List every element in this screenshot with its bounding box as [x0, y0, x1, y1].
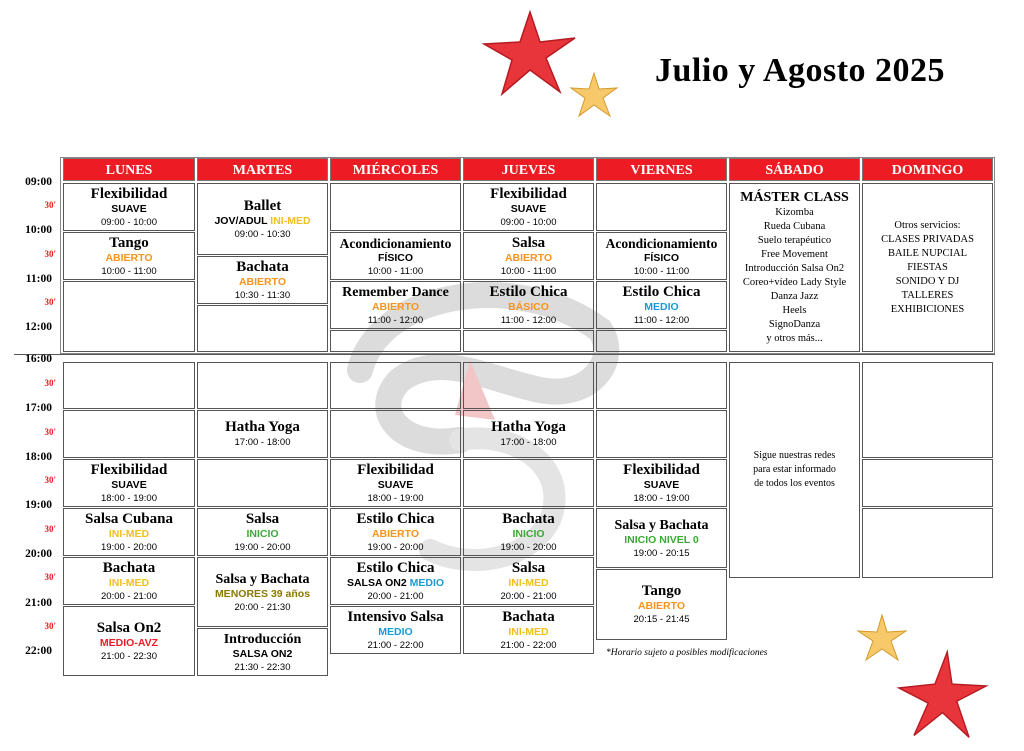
class-name: Flexibilidad [90, 185, 168, 202]
class-level: ABIERTO [504, 251, 553, 264]
empty-slot [330, 362, 461, 409]
half-hour-label: 30' [44, 475, 56, 485]
empty-slot [197, 362, 328, 409]
class-level: ABIERTO [637, 600, 686, 612]
class-name: Salsa On2 [96, 619, 162, 636]
class-name: Bachata [236, 258, 289, 275]
master-class-item: y otros más... [766, 333, 823, 344]
class-level: INICIO NIVEL 0 [624, 533, 699, 546]
time-label: 21:00 [25, 597, 52, 609]
class-name: Acondicionamiento [339, 235, 452, 251]
class-level: ABIERTO [105, 251, 153, 264]
half-hour-label: 30' [44, 249, 56, 259]
services-item: SONIDO Y DJ [895, 275, 960, 287]
class-name: Hatha Yoga [225, 419, 300, 435]
class-time: 18:00 - 19:00 [633, 492, 690, 504]
class-level: SUAVE [643, 478, 680, 491]
services-item: CLASES PRIVADAS [881, 233, 974, 245]
empty-slot [197, 305, 328, 352]
header-sabado: SÁBADO [729, 158, 860, 181]
class-name: Bachata [102, 559, 156, 576]
class-block [330, 508, 461, 556]
empty-slot [63, 410, 195, 458]
class-name: Salsa y Bachata [215, 571, 310, 587]
class-block [463, 281, 594, 329]
level-age: JOV/ADUL [214, 214, 268, 227]
class-name: Bachata [502, 608, 555, 625]
half-hour-label: 30' [44, 297, 56, 307]
time-label: 09:00 [25, 176, 52, 188]
class-level: INI-MED [508, 576, 549, 589]
half-hour-label: 30' [44, 200, 56, 210]
services-item: EXHIBICIONES [890, 303, 965, 315]
class-block [463, 606, 594, 654]
empty-slot [330, 330, 461, 352]
empty-slot [330, 410, 461, 458]
empty-slot [596, 410, 727, 458]
empty-slot [463, 459, 594, 507]
class-time: 18:00 - 19:00 [367, 492, 424, 504]
class-name: Tango [109, 234, 149, 251]
half-hour-label: 30' [44, 378, 56, 388]
empty-slot [463, 362, 594, 409]
services-item: FIESTAS [907, 261, 948, 273]
class-level: MEDIO-AVZ [99, 636, 159, 649]
divider [14, 354, 995, 355]
services-item: Otros servicios: [894, 219, 961, 231]
class-level: SUAVE [377, 478, 414, 491]
empty-slot [63, 281, 195, 352]
class-time: 09:00 - 10:00 [500, 216, 557, 228]
class-block [330, 281, 461, 329]
class-block [330, 459, 461, 507]
time-label: 20:00 [25, 548, 52, 560]
class-name: Estilo Chica [356, 510, 435, 527]
header-domingo: DOMINGO [862, 158, 993, 181]
class-name: Flexibilidad [357, 461, 434, 478]
class-name: Intensivo Salsa [347, 608, 444, 625]
class-block [63, 183, 195, 231]
time-label: 11:00 [25, 273, 52, 285]
class-block [197, 628, 328, 676]
footnote: *Horario sujeto a posibles modificaciones [606, 648, 768, 658]
class-time: 18:00 - 19:00 [101, 492, 157, 504]
class-time: 21:00 - 22:00 [500, 639, 557, 651]
level-skill: MEDIO [409, 576, 445, 589]
empty-slot [596, 362, 727, 409]
class-time: 19:00 - 20:00 [367, 541, 424, 553]
class-level: MEDIO [378, 625, 413, 638]
master-class-item: Danza Jazz [770, 291, 819, 302]
level-skill: INI-MED [270, 214, 311, 227]
class-name: Salsa [245, 510, 280, 527]
class-level: BÁSICO [508, 300, 549, 313]
class-time: 09:00 - 10:00 [101, 216, 157, 228]
class-time: 17:00 - 18:00 [234, 437, 291, 448]
class-block [63, 232, 195, 280]
header-viernes: VIERNES [596, 158, 727, 181]
social-text: de todos los eventos [754, 478, 835, 489]
class-block [197, 256, 328, 304]
half-hour-label: 30' [44, 427, 56, 437]
half-hour-label: 30' [44, 572, 56, 582]
master-class-item: Rueda Cubana [763, 221, 826, 232]
empty-slot [862, 508, 993, 578]
half-hour-label: 30' [44, 621, 56, 631]
empty-slot [330, 183, 461, 231]
class-time: 20:00 - 21:00 [500, 590, 557, 602]
class-name: Tango [641, 583, 682, 599]
class-time: 17:00 - 18:00 [500, 437, 557, 448]
time-label: 10:00 [25, 224, 52, 236]
class-block [463, 232, 594, 280]
class-name: Flexibilidad [90, 461, 168, 478]
services-block [862, 183, 993, 352]
class-level: SUAVE [111, 478, 147, 491]
class-level: ABIERTO [238, 275, 287, 288]
master-class-block [729, 183, 860, 352]
social-text: para estar informado [753, 464, 836, 475]
class-level: MENORES 39 años [214, 587, 311, 600]
class-time: 11:00 - 12:00 [367, 314, 424, 326]
class-name: Estilo Chica [356, 559, 435, 576]
class-level: SALSA ON2 [232, 647, 293, 660]
header-martes: MARTES [197, 158, 328, 181]
class-block [63, 508, 195, 556]
class-block [197, 557, 328, 627]
time-label: 22:00 [25, 645, 52, 657]
empty-slot [596, 183, 727, 231]
class-time: 21:00 - 22:30 [101, 650, 157, 662]
master-class-item: Heels [782, 305, 807, 316]
class-block [596, 232, 727, 280]
class-level: ABIERTO [371, 527, 420, 540]
class-time: 10:30 - 11:30 [234, 289, 291, 301]
time-label: 17:00 [25, 402, 52, 414]
class-name: Estilo Chica [622, 283, 701, 300]
class-level: INI-MED [508, 625, 549, 638]
time-label: 18:00 [25, 451, 52, 463]
class-name: Salsa Cubana [85, 510, 173, 527]
class-level [214, 215, 310, 228]
class-level: FÍSICO [643, 251, 679, 264]
master-class-item: SignoDanza [768, 319, 821, 330]
time-label: 12:00 [25, 321, 52, 333]
class-time: 10:00 - 11:00 [101, 265, 157, 277]
class-time: 10:00 - 11:00 [500, 265, 557, 277]
master-class-item: Introducción Salsa On2 [744, 263, 845, 274]
services-item: BAILE NUPCIAL [887, 247, 968, 259]
master-class-item: Kizomba [775, 207, 814, 218]
class-block [330, 557, 461, 605]
class-block [596, 508, 727, 568]
class-level: INICIO [246, 527, 279, 540]
class-time: 21:30 - 22:30 [234, 661, 291, 673]
class-name: Flexibilidad [490, 185, 567, 202]
master-class-item: Coreo+vídeo Lady Style [742, 277, 847, 288]
class-block [463, 557, 594, 605]
page-title: Julio y Agosto 2025 [655, 52, 946, 89]
class-level: ABIERTO [371, 300, 420, 313]
class-block [596, 569, 727, 640]
class-level [347, 577, 444, 590]
yellow-starfish-icon [568, 70, 620, 120]
class-block [463, 508, 594, 556]
master-class-title: MÁSTER CLASS [740, 190, 849, 205]
class-level: SUAVE [111, 202, 147, 215]
class-name: Remember Dance [342, 284, 449, 300]
class-time: 10:00 - 11:00 [367, 265, 424, 277]
class-level: INI-MED [108, 576, 150, 589]
header-lunes: LUNES [63, 158, 195, 181]
class-block [463, 410, 594, 458]
class-name: Hatha Yoga [491, 419, 566, 435]
class-name: Salsa [511, 234, 546, 251]
class-name: Estilo Chica [489, 283, 568, 300]
class-name: Ballet [243, 197, 282, 214]
class-level: INICIO [512, 527, 545, 540]
time-label: 16:00 [25, 353, 52, 365]
class-time: 21:00 - 22:00 [367, 639, 424, 651]
class-block [63, 606, 195, 676]
class-block [330, 606, 461, 654]
class-block [197, 183, 328, 255]
class-time: 20:00 - 21:00 [101, 590, 157, 602]
header-miercoles: MIÉRCOLES [330, 158, 461, 181]
class-time: 19:00 - 20:00 [101, 541, 157, 553]
empty-slot [197, 459, 328, 507]
empty-slot [862, 459, 993, 507]
class-block [463, 183, 594, 231]
class-level: SUAVE [510, 202, 547, 215]
class-name: Bachata [502, 510, 555, 527]
class-time: 19:00 - 20:15 [633, 547, 690, 559]
class-time: 11:00 - 12:00 [500, 314, 557, 326]
class-block [63, 557, 195, 605]
class-time: 11:00 - 12:00 [633, 314, 690, 326]
class-block [63, 459, 195, 507]
class-block [596, 459, 727, 507]
social-block [729, 362, 860, 578]
header-jueves: JUEVES [463, 158, 594, 181]
class-time: 20:00 - 21:00 [367, 590, 424, 602]
class-time: 20:00 - 21:30 [234, 601, 291, 613]
class-level: FÍSICO [377, 251, 413, 264]
empty-slot [596, 330, 727, 352]
class-time: 19:00 - 20:00 [500, 541, 557, 553]
class-block [197, 508, 328, 556]
class-name: Salsa [511, 559, 546, 576]
level-style: SALSA ON2 [346, 576, 407, 589]
red-starfish-icon [480, 8, 580, 98]
class-level: MEDIO [644, 300, 679, 313]
class-block [197, 410, 328, 458]
class-time: 10:00 - 11:00 [633, 265, 690, 277]
empty-slot [463, 330, 594, 352]
class-block [596, 281, 727, 329]
social-text: Sigue nuestras redes [753, 450, 836, 461]
empty-slot [862, 362, 993, 458]
class-time: 09:00 - 10:30 [234, 228, 291, 240]
master-class-item: Free Movement [761, 249, 828, 260]
class-block [330, 232, 461, 280]
half-hour-label: 30' [44, 524, 56, 534]
class-name: Flexibilidad [623, 461, 700, 478]
time-label: 19:00 [25, 499, 52, 511]
class-time: 19:00 - 20:00 [234, 541, 291, 553]
services-item: TALLERES [901, 289, 954, 301]
class-level: INI-MED [108, 527, 150, 540]
class-time: 20:15 - 21:45 [633, 614, 690, 625]
class-name: Acondicionamiento [605, 235, 718, 251]
master-class-item: Suelo terapéutico [757, 235, 832, 246]
empty-slot [63, 362, 195, 409]
class-name: Salsa y Bachata [614, 517, 709, 533]
class-name: Introducción [223, 631, 302, 647]
